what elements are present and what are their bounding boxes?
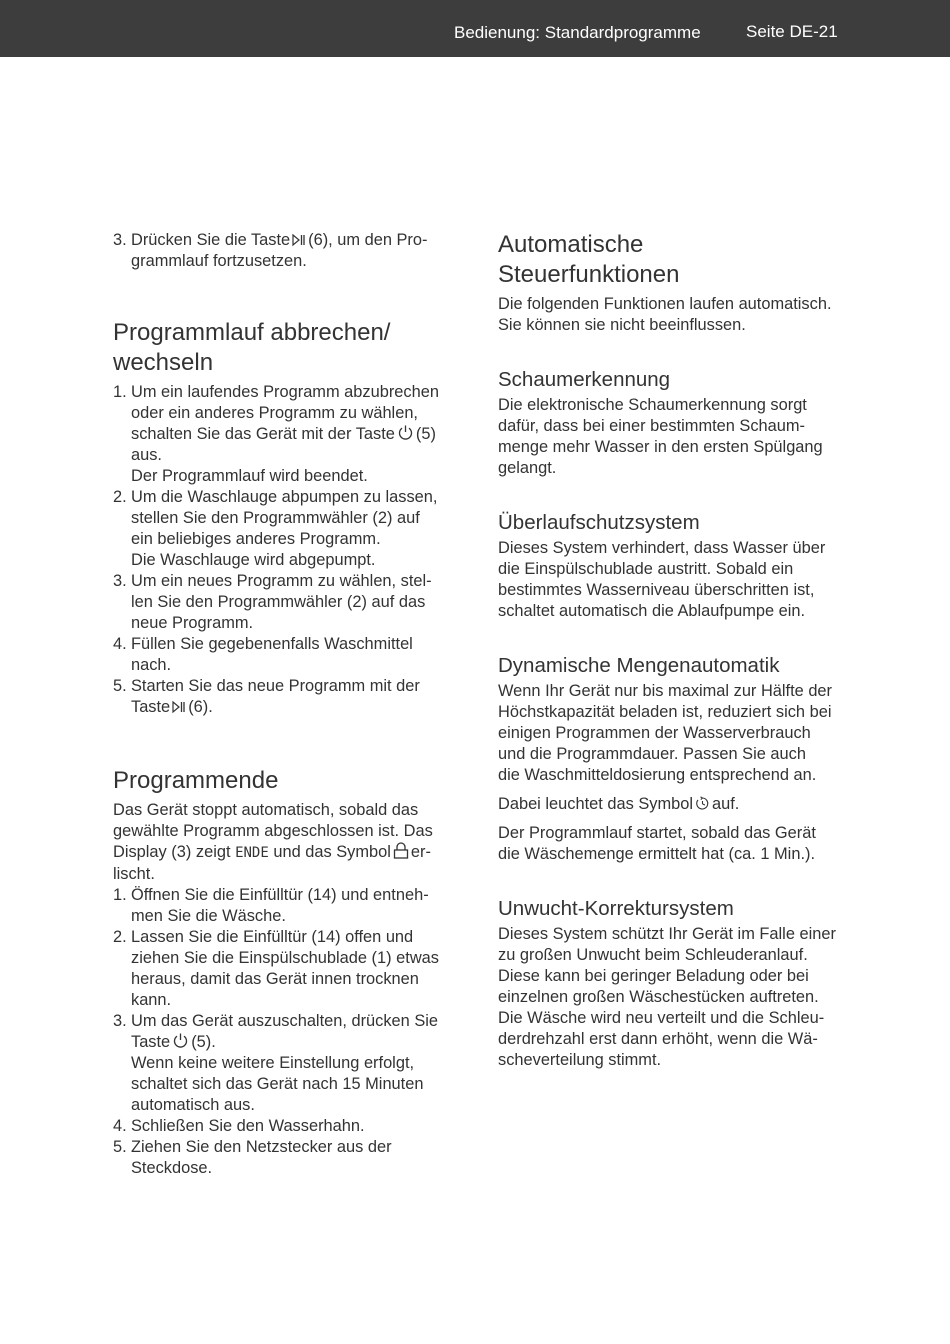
play-pause-icon [292, 233, 306, 247]
play-pause-icon [172, 700, 186, 714]
list-item: 5. Ziehen Sie den Netzstecker aus der Steckdose. [113, 1138, 392, 1177]
section-title: Bedienung: Standardprogramme [454, 23, 701, 42]
right-column [498, 230, 838, 1071]
power-icon [172, 1032, 189, 1049]
overflow-protection-text: Dieses System verhindert, dass Wasser über die Einspülschublade austritt. Sobald ein bestimmtes Wasserniveau überschritten ist, schaltet automatisch die Ablaufpumpe ein. [498, 539, 826, 620]
power-icon [397, 424, 414, 441]
heading-overflow-protection: Überlaufschutzsystem [498, 511, 700, 534]
heading-auto-functions: Automatische Steuerfunktionen [498, 231, 680, 288]
heading-dynamic-load: Dynamische Mengenautomatik [498, 654, 780, 677]
dynamic-load-start-text: Der Programmlauf startet, sobald das Gerät die Wäschemenge ermittelt hat (ca. 1 Min.). [498, 824, 816, 863]
list-item: 5. Starten Sie das neue Programm mit der Taste (6). [113, 677, 420, 716]
list-item: 3. Um das Gerät auszuschalten, drücken Sie Taste (5). Wenn keine weitere Einstellung erfolgt, schaltet sich das Gerät nach 15 Minuten automatisch aus. [113, 1012, 439, 1114]
continue-list [113, 230, 455, 272]
heading-unbalance-correction: Unwucht-Korrektursystem [498, 897, 734, 920]
list-item: 3. Drücken Sie die Taste (6), um den Pro- grammlauf fortzusetzen. [113, 231, 428, 270]
page-number: Seite DE-21 [746, 22, 838, 41]
dynamic-load-symbol-text: Dabei leuchtet das Symbol auf. [498, 795, 740, 813]
left-column [113, 230, 455, 1179]
dynamic-load-text: Wenn Ihr Gerät nur bis maximal zur Hälfte der Höchstkapazität beladen ist, reduziert sich bei einigen Programmen der Wasserverbrauch und die Programmdauer. Passen Sie auch die Waschmitteldosierung entsprechend an. [498, 682, 833, 784]
foam-detection-text: Die elektronische Schaumerkennung sorgt dafür, dass bei einer bestimmten Schaum- menge mehr Wasser in den ersten Spülgang gelangt. [498, 396, 823, 477]
unbalance-correction-text: Dieses System schützt Ihr Gerät im Falle einer zu großen Unwucht beim Schleuderanlauf. Diese kann bei geringer Beladung oder bei einzelnen großen Wäschestücken auftreten. Die Wäsche wird neu verteilt und die Schleu- derdrehzahl erst dann erhöht, wenn die Wä- scheverteilung stimmt. [498, 925, 836, 1069]
display-text: ENDE [235, 845, 269, 861]
heading-foam-detection: Schaumerkennung [498, 368, 671, 391]
door-lock-icon [393, 842, 409, 859]
list-item: 3. Um ein neues Programm zu wählen, stel- len Sie den Programmwähler (2) auf das neue Programm. [113, 572, 432, 632]
program-end-intro: Das Gerät stoppt automatisch, sobald das gewählte Programm abgeschlossen ist. Das Display (3) zeigt ENDE und das Symbol er- lischt. [113, 801, 433, 883]
auto-functions-text: Die folgenden Funktionen laufen automatisch. Sie können sie nicht beeinflussen. [498, 295, 832, 334]
list-item: 1. Öffnen Sie die Einfülltür (14) und entneh- men Sie die Wäsche. [113, 886, 429, 925]
abort-list [113, 382, 455, 718]
page-header [0, 0, 950, 57]
heading-abort: Programmlauf abbrechen/ wechseln [113, 319, 391, 376]
program-end-list [113, 885, 455, 1179]
list-item: 2. Lassen Sie die Einfülltür (14) offen und ziehen Sie die Einspülschublade (1) etwas heraus, damit das Gerät innen trocknen kann. [113, 928, 439, 1009]
auto-load-icon [695, 796, 710, 811]
heading-program-end: Programmende [113, 767, 279, 794]
list-item: 1. Um ein laufendes Programm abzubrechen oder ein anderes Programm zu wählen, schalten Sie das Gerät mit der Taste (5) aus. Der Programmlauf wird beendet. [113, 383, 439, 485]
list-item: 4. Schließen Sie den Wasserhahn. [113, 1117, 365, 1135]
list-item: 4. Füllen Sie gegebenenfalls Waschmittel nach. [113, 635, 413, 674]
list-item: 2. Um die Waschlauge abpumpen zu lassen, stellen Sie den Programmwähler (2) auf ein beliebiges anderes Programm. Die Waschlauge wird abgepumpt. [113, 488, 438, 569]
